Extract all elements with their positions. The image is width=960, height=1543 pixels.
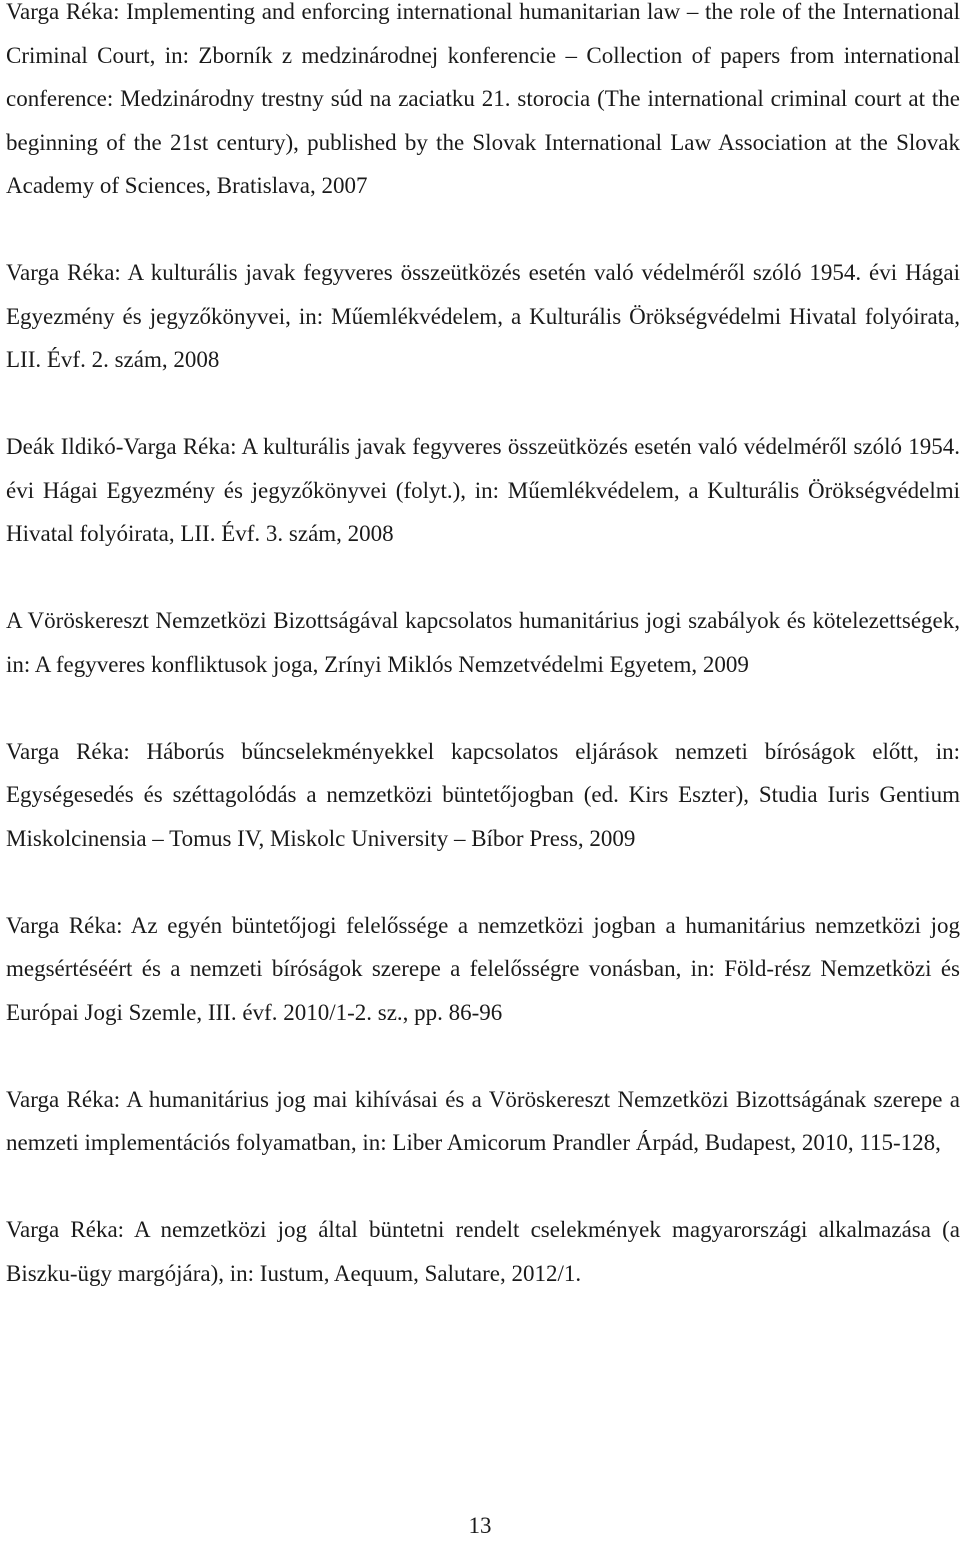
reference-entry: A Vöröskereszt Nemzetközi Bizottságával kapcsolatos humanitárius jogi szabályok és kötelezettségek, in: A fegyveres konfliktusok joga, Zrínyi Miklós Nemzetvédelmi Egyetem, 2009 — [6, 608, 960, 677]
reference-entry: Deák Ildikó-Varga Réka: A kulturális javak fegyveres összeütközés esetén való védelméről szóló 1954. évi Hágai Egyezmény és jegyzőkönyvei (folyt.), in: Műemlékvédelem, a Kulturális Örökségvédelmi Hivatal folyóirata, LII. Évf. 3. szám, 2008 — [6, 434, 960, 546]
page-number: 13 — [468, 1513, 492, 1538]
reference-entry: Varga Réka: A nemzetközi jog által büntetni rendelt cselekmények magyarországi alkalmazása (a Biszku-ügy margójára), in: Iustum, Aequum, Salutare, 2012/1. — [6, 1217, 960, 1286]
reference-list — [6, 0, 960, 1339]
reference-entry: Varga Réka: Az egyén büntetőjogi felelőssége a nemzetközi jogban a humanitárius nemzetközi jog megsértéséért és a nemzeti bíróságok szerepe a felelősségre vonásban, in: Föld-rész Nemzetközi és Európai Jogi Szemle, III. évf. 2010/1-2. sz., pp. 86-96 — [6, 912, 960, 1025]
reference-entry: Varga Réka: Háborús bűncselekményekkel kapcsolatos eljárások nemzeti bíróságok előtt, in: Egységesedés és széttagolódás a nemzetközi büntetőjogban (ed. Kirs Eszter), Studia Iuris Gentium Miskolcinensia – Tomus IV, Miskolc University – Bíbor Press, 2009 — [6, 738, 960, 851]
reference-entry: Varga Réka: Implementing and enforcing international humanitarian law – the role of the International Criminal Court, in: Zborník z medzinárodnej konferencie – Collection of papers from international conference: Medzinárodny trestny súd na zaciatku 21. storocia (The international criminal court at the beginning of the 21st century), published by the Slovak International Law Association at the Slovak Academy of Sciences, Bratislava, 2007 — [6, 0, 960, 198]
reference-entry: Varga Réka: A kulturális javak fegyveres összeütközés esetén való védelméről szóló 1954. évi Hágai Egyezmény és jegyzőkönyvei, in: Műemlékvédelem, a Kulturális Örökségvédelmi Hivatal folyóirata, LII. Évf. 2. szám, 2008 — [6, 260, 960, 372]
reference-entry: Varga Réka: A humanitárius jog mai kihívásai és a Vöröskereszt Nemzetközi Bizottságának szerepe a nemzeti implementációs folyamatban, in: Liber Amicorum Prandler Árpád, Budapest, 2010, 115-128, — [6, 1086, 960, 1155]
